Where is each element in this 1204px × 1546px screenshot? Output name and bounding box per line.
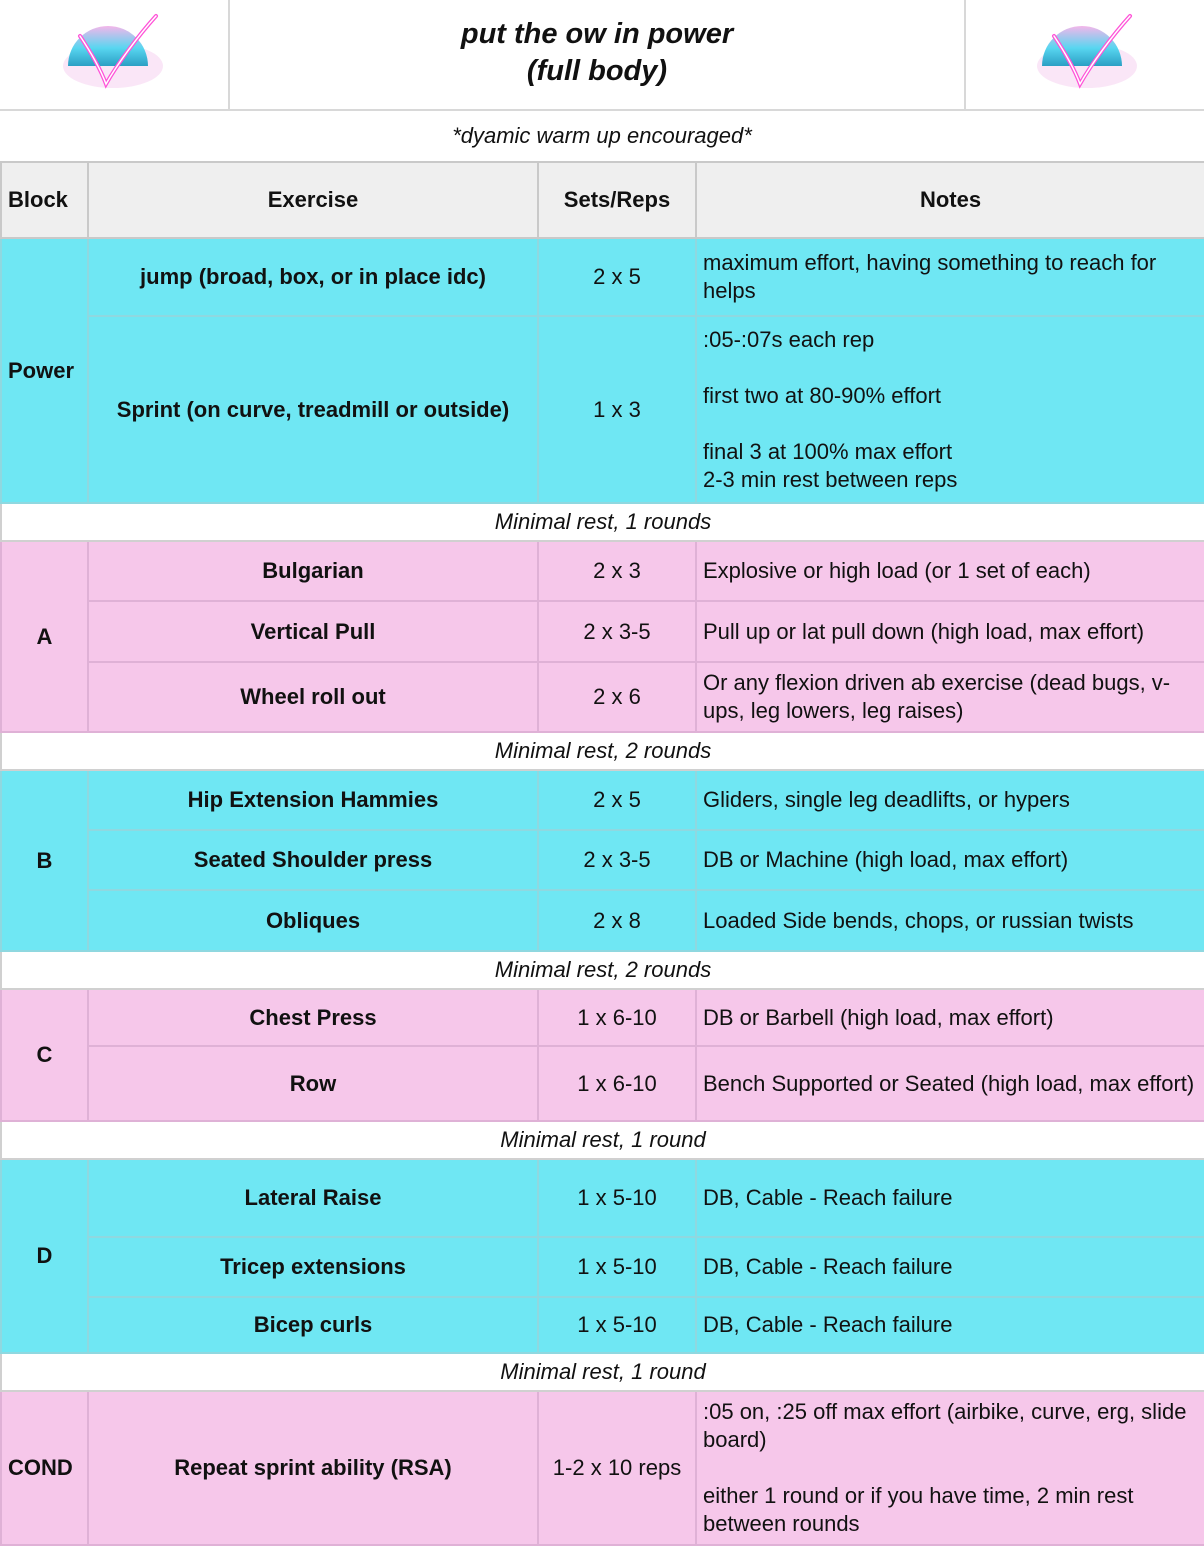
exercise-cell: Sprint (on curve, treadmill or outside) — [88, 316, 538, 503]
rest-row — [1, 732, 1204, 770]
sets-cell: 2 x 5 — [538, 770, 696, 830]
sets-cell: 1-2 x 10 reps — [538, 1391, 696, 1545]
notes-line: first two at 80-90% effort — [703, 382, 942, 408]
title-line-2: (full body) — [526, 55, 668, 87]
col-header-block: Block — [1, 162, 88, 238]
table-row — [1, 1046, 1204, 1121]
table-row — [1, 238, 1204, 316]
page-header — [0, 0, 1204, 111]
table-row — [1, 830, 1204, 890]
exercise-cell: Obliques — [88, 890, 538, 951]
notes-cell: DB, Cable - Reach failure — [696, 1297, 1204, 1353]
exercise-cell: jump (broad, box, or in place idc) — [88, 238, 538, 316]
logo-cell-left — [0, 0, 230, 109]
rest-note: Minimal rest, 1 round — [1, 1353, 1204, 1391]
table-row — [1, 1159, 1204, 1237]
exercise-cell: Bicep curls — [88, 1297, 538, 1353]
notes-line: either 1 round or if you have time, 2 min rest between rounds — [703, 1483, 1134, 1536]
col-header-sets: Sets/Reps — [538, 162, 696, 238]
table-row — [1, 1297, 1204, 1353]
table-row — [1, 316, 1204, 503]
notes-line: final 3 at 100% max effort — [703, 438, 953, 464]
sets-cell: 1 x 6-10 — [538, 1046, 696, 1121]
sets-cell: 1 x 5-10 — [538, 1159, 696, 1237]
exercise-cell: Chest Press — [88, 989, 538, 1046]
notes-cell: DB, Cable - Reach failure — [696, 1159, 1204, 1237]
col-header-notes: Notes — [696, 162, 1204, 238]
v-neon-logo-icon — [1032, 8, 1142, 98]
exercise-cell: Tricep extensions — [88, 1237, 538, 1297]
exercise-cell: Vertical Pull — [88, 601, 538, 662]
warmup-note: *dyamic warm up encouraged* — [0, 111, 1204, 163]
exercise-cell: Bulgarian — [88, 541, 538, 601]
sets-cell: 2 x 8 — [538, 890, 696, 951]
rest-row — [1, 1121, 1204, 1159]
rest-row — [1, 1353, 1204, 1391]
title-line-1: put the ow in power — [460, 18, 734, 50]
notes-cell: DB, Cable - Reach failure — [696, 1237, 1204, 1297]
notes-cell: Pull up or lat pull down (high load, max effort) — [696, 601, 1204, 662]
table-header-row — [1, 162, 1204, 238]
sets-cell: 2 x 3-5 — [538, 601, 696, 662]
table-row — [1, 601, 1204, 662]
rest-note: Minimal rest, 1 round — [1, 1121, 1204, 1159]
block-label-b: B — [1, 770, 88, 951]
notes-cell: Gliders, single leg deadlifts, or hypers — [696, 770, 1204, 830]
table-row — [1, 890, 1204, 951]
sets-cell: 1 x 5-10 — [538, 1297, 696, 1353]
exercise-cell: Seated Shoulder press — [88, 830, 538, 890]
exercise-cell: Lateral Raise — [88, 1159, 538, 1237]
rest-row — [1, 503, 1204, 541]
table-row — [1, 541, 1204, 601]
table-row — [1, 662, 1204, 732]
block-label-d: D — [1, 1159, 88, 1353]
notes-cell: Bench Supported or Seated (high load, max effort) — [696, 1046, 1204, 1121]
block-label-a: A — [1, 541, 88, 732]
exercise-cell: Hip Extension Hammies — [88, 770, 538, 830]
notes-line: :05 on, :25 off max effort (airbike, curve, erg, slide board) — [703, 1399, 1187, 1452]
rest-row — [1, 951, 1204, 989]
sets-cell: 2 x 6 — [538, 662, 696, 732]
sets-cell: 2 x 3-5 — [538, 830, 696, 890]
notes-line: :05-:07s each rep — [703, 326, 875, 352]
table-row — [1, 1237, 1204, 1297]
block-label-power: Power — [1, 238, 88, 503]
notes-cell: Or any flexion driven ab exercise (dead bugs, v-ups, leg lowers, leg raises) — [696, 662, 1204, 732]
table-row — [1, 1391, 1204, 1545]
exercise-cell: Repeat sprint ability (RSA) — [88, 1391, 538, 1545]
notes-cell — [696, 1391, 1204, 1545]
table-row — [1, 770, 1204, 830]
block-label-cond: COND — [1, 1391, 88, 1545]
rest-note: Minimal rest, 2 rounds — [1, 732, 1204, 770]
v-neon-logo-icon — [58, 8, 168, 98]
notes-cell: DB or Machine (high load, max effort) — [696, 830, 1204, 890]
sets-cell: 1 x 3 — [538, 316, 696, 503]
rest-note: Minimal rest, 1 rounds — [1, 503, 1204, 541]
exercise-cell: Wheel roll out — [88, 662, 538, 732]
sets-cell: 2 x 5 — [538, 238, 696, 316]
logo-cell-right — [964, 0, 1204, 109]
page-title — [230, 0, 964, 109]
sets-cell: 2 x 3 — [538, 541, 696, 601]
workout-table — [0, 161, 1204, 1546]
sets-cell: 1 x 6-10 — [538, 989, 696, 1046]
notes-cell: DB or Barbell (high load, max effort) — [696, 989, 1204, 1046]
notes-line: 2-3 min rest between reps — [703, 466, 958, 492]
col-header-exercise: Exercise — [88, 162, 538, 238]
rest-note: Minimal rest, 2 rounds — [1, 951, 1204, 989]
notes-cell: maximum effort, having something to reach for helps — [696, 238, 1204, 316]
sets-cell: 1 x 5-10 — [538, 1237, 696, 1297]
notes-cell: Explosive or high load (or 1 set of each) — [696, 541, 1204, 601]
table-row — [1, 989, 1204, 1046]
block-label-c: C — [1, 989, 88, 1121]
notes-cell: Loaded Side bends, chops, or russian twists — [696, 890, 1204, 951]
notes-cell — [696, 316, 1204, 503]
exercise-cell: Row — [88, 1046, 538, 1121]
